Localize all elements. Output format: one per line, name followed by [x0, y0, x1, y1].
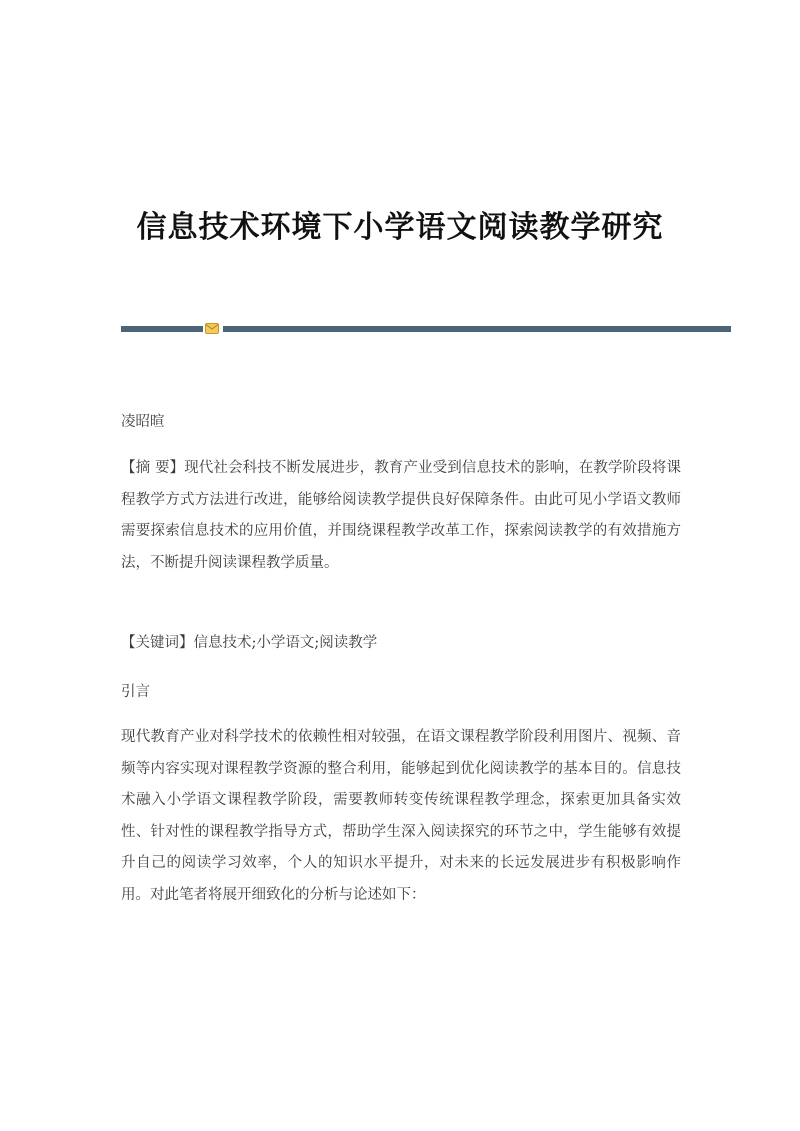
page-title: 信息技术环境下小学语文阅读教学研究	[136, 210, 664, 246]
keywords-text: 信息技术;小学语文;阅读教学	[193, 635, 378, 651]
keywords-label: 【关键词】	[121, 635, 194, 651]
title-divider-right	[223, 326, 731, 332]
keywords-paragraph	[121, 628, 681, 658]
abstract-paragraph	[121, 453, 681, 579]
title-divider-left	[121, 326, 203, 332]
author-name: 凌昭暄	[121, 414, 165, 430]
abstract-text: 现代社会科技不断发展进步，教育产业受到信息技术的影响，在教学阶段将课程教学方式方法进行改进，能够给阅读教学提供良好保障条件。由此可见小学语文教师需要探索信息技术的应用价值，并围绕课程教学改革工作，探索阅读教学的有效措施方法，不断提升阅读课程教学质量。	[121, 460, 681, 571]
envelope-icon	[205, 323, 219, 334]
introduction-paragraph: 现代教育产业对科学技术的依赖性相对较强，在语文课程教学阶段利用图片、视频、音频等内容实现对课程教学资源的整合利用，能够起到优化阅读教学的基本目的。信息技术融入小学语文课程教学阶段，需要教师转变传统课程教学理念，探索更加具备实效性、针对性的课程教学指导方式，帮助学生深入阅读探究的环节之中，学生能够有效提升自己的阅读学习效率，个人的知识水平提升，对未来的长远发展进步有积极影响作用。对此笔者将展开细致化的分析与论述如下：	[121, 729, 681, 903]
section-heading-introduction: 引言	[121, 684, 150, 700]
abstract-label: 【摘 要】	[121, 460, 185, 476]
